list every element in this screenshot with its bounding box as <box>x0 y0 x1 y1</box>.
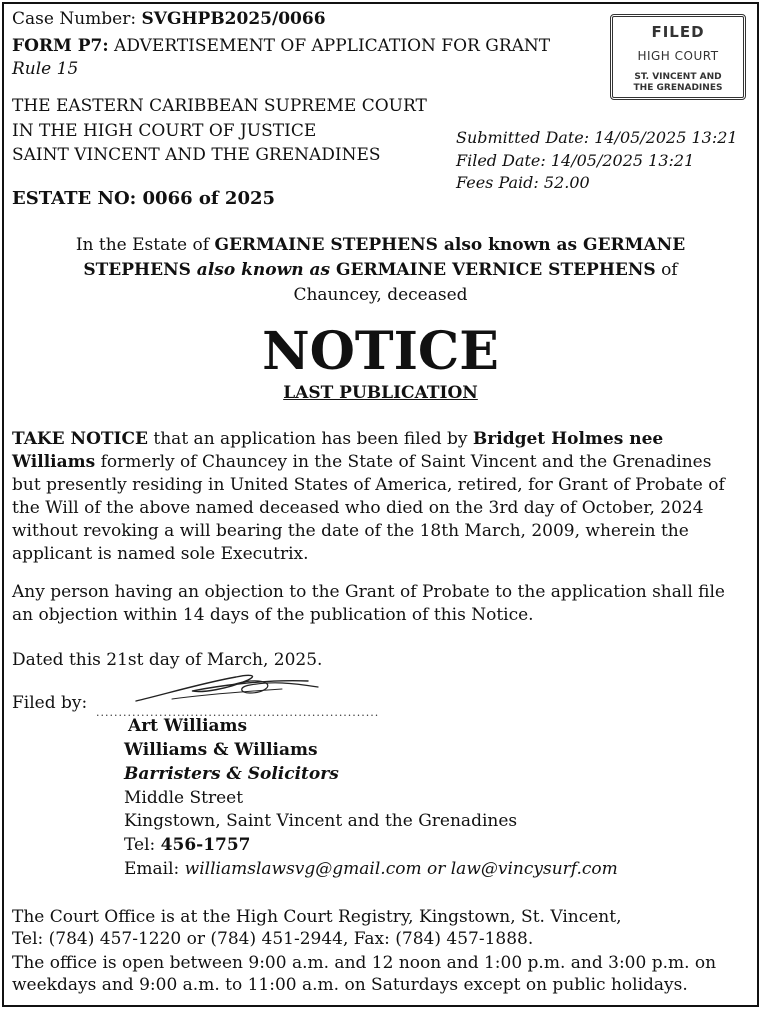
email-label: Email: <box>124 859 185 879</box>
stamp-court-text: HIGH COURT <box>637 49 719 63</box>
rule-reference: Rule 15 <box>12 59 79 79</box>
aka-text: also known as <box>190 260 337 280</box>
filer-firm: Williams & Williams <box>124 740 318 760</box>
deceased-name-cont: STEPHENS <box>83 260 191 280</box>
case-number-line <box>12 8 326 31</box>
handwritten-signature <box>132 669 322 709</box>
office-hours-line: weekdays and 9:00 a.m. to 11:00 a.m. on Saturdays except on public holidays. <box>12 975 688 995</box>
estate-line-1 <box>4 234 757 257</box>
notice-paragraph-line <box>12 428 663 451</box>
notice-paragraph-line <box>12 451 711 474</box>
filer-role: Barristers & Solicitors <box>124 764 339 784</box>
notice-title: NOTICE <box>262 321 499 382</box>
objection-paragraph-line: Any person having an objection to the Grant of Probate to the application shall file <box>12 582 725 602</box>
court-office-line: The Court Office is at the High Court Registry, Kingstown, St. Vincent, <box>12 907 622 927</box>
stamp-location-line1: ST. VINCENT AND <box>634 72 722 82</box>
notice-subtitle: LAST PUBLICATION <box>283 383 478 403</box>
court-name-line: THE EASTERN CARIBBEAN SUPREME COURT <box>12 96 427 116</box>
email-address: williamslawsvg@gmail.com or law@vincysurf.com <box>184 859 618 879</box>
estate-prefix: In the Estate of <box>75 235 215 255</box>
court-division-line: IN THE HIGH COURT OF JUSTICE <box>12 121 317 141</box>
office-hours-line: The office is open between 9:00 a.m. and 12 noon and 1:00 p.m. and 3:00 p.m. on <box>12 953 717 973</box>
estate-number: ESTATE NO: 0066 of 2025 <box>12 188 276 209</box>
filer-email <box>124 858 618 881</box>
filer-name: Art Williams <box>128 716 248 736</box>
notice-subtitle-wrap <box>4 382 757 405</box>
filed-by-label: Filed by: <box>12 693 88 713</box>
filer-city: Kingstown, Saint Vincent and the Grenadines <box>124 811 518 831</box>
filed-date: Filed Date: 14/05/2025 13:21 <box>456 151 695 170</box>
stamp-location-line2: THE GRENADINES <box>633 83 723 93</box>
submitted-date: Submitted Date: 14/05/2025 13:21 <box>456 128 738 147</box>
paragraph-text: formerly of Chauncey in the State of Saint Vincent and the Grenadines <box>95 452 712 472</box>
form-title-line <box>12 35 550 58</box>
filed-stamp <box>610 14 746 100</box>
filer-street: Middle Street <box>124 788 244 808</box>
estate-line-3: Chauncey, deceased <box>293 285 468 305</box>
court-jurisdiction-line: SAINT VINCENT AND THE GRENADINES <box>12 145 381 165</box>
form-label: FORM P7: <box>12 36 109 56</box>
applicant-name: Bridget Holmes nee <box>472 429 664 449</box>
court-contact-line: Tel: (784) 457-1220 or (784) 451-2944, Fax: (784) 457-1888. <box>12 929 534 949</box>
applicant-name-cont: Williams <box>12 452 96 472</box>
notice-paragraph-line: without revoking a will bearing the date of the 18th March, 2009, wherein the <box>12 521 689 541</box>
notice-paragraph-line: the Will of the above named deceased who died on the 3rd day of October, 2024 <box>12 498 704 518</box>
case-number: SVGHPB2025/0066 <box>141 9 326 29</box>
notice-document <box>2 2 759 1007</box>
notice-paragraph-line: applicant is named sole Executrix. <box>12 544 309 564</box>
paragraph-text: that an application has been filed by <box>148 429 473 449</box>
of-text: of <box>655 260 678 280</box>
tel-label: Tel: <box>124 835 161 855</box>
take-notice-lead: TAKE NOTICE <box>12 429 148 449</box>
form-title: ADVERTISEMENT OF APPLICATION FOR GRANT <box>108 36 551 56</box>
objection-paragraph-line: an objection within 14 days of the publication of this Notice. <box>12 605 534 625</box>
deceased-name: GERMAINE STEPHENS also known as GERMANE <box>214 235 686 255</box>
deceased-alias: GERMAINE VERNICE STEPHENS <box>336 260 656 280</box>
estate-line-2 <box>4 259 757 282</box>
tel-number: 456-1757 <box>160 835 251 855</box>
dated-line: Dated this 21st day of March, 2025. <box>12 650 323 670</box>
fees-paid: Fees Paid: 52.00 <box>456 173 590 192</box>
signature-line: ............................................................... <box>96 706 380 719</box>
stamp-filed-text: FILED <box>651 23 705 41</box>
notice-paragraph-line: but presently residing in United States of America, retired, for Grant of Probate of <box>12 475 725 495</box>
case-number-label: Case Number: <box>12 9 142 29</box>
filer-telephone <box>124 834 251 857</box>
